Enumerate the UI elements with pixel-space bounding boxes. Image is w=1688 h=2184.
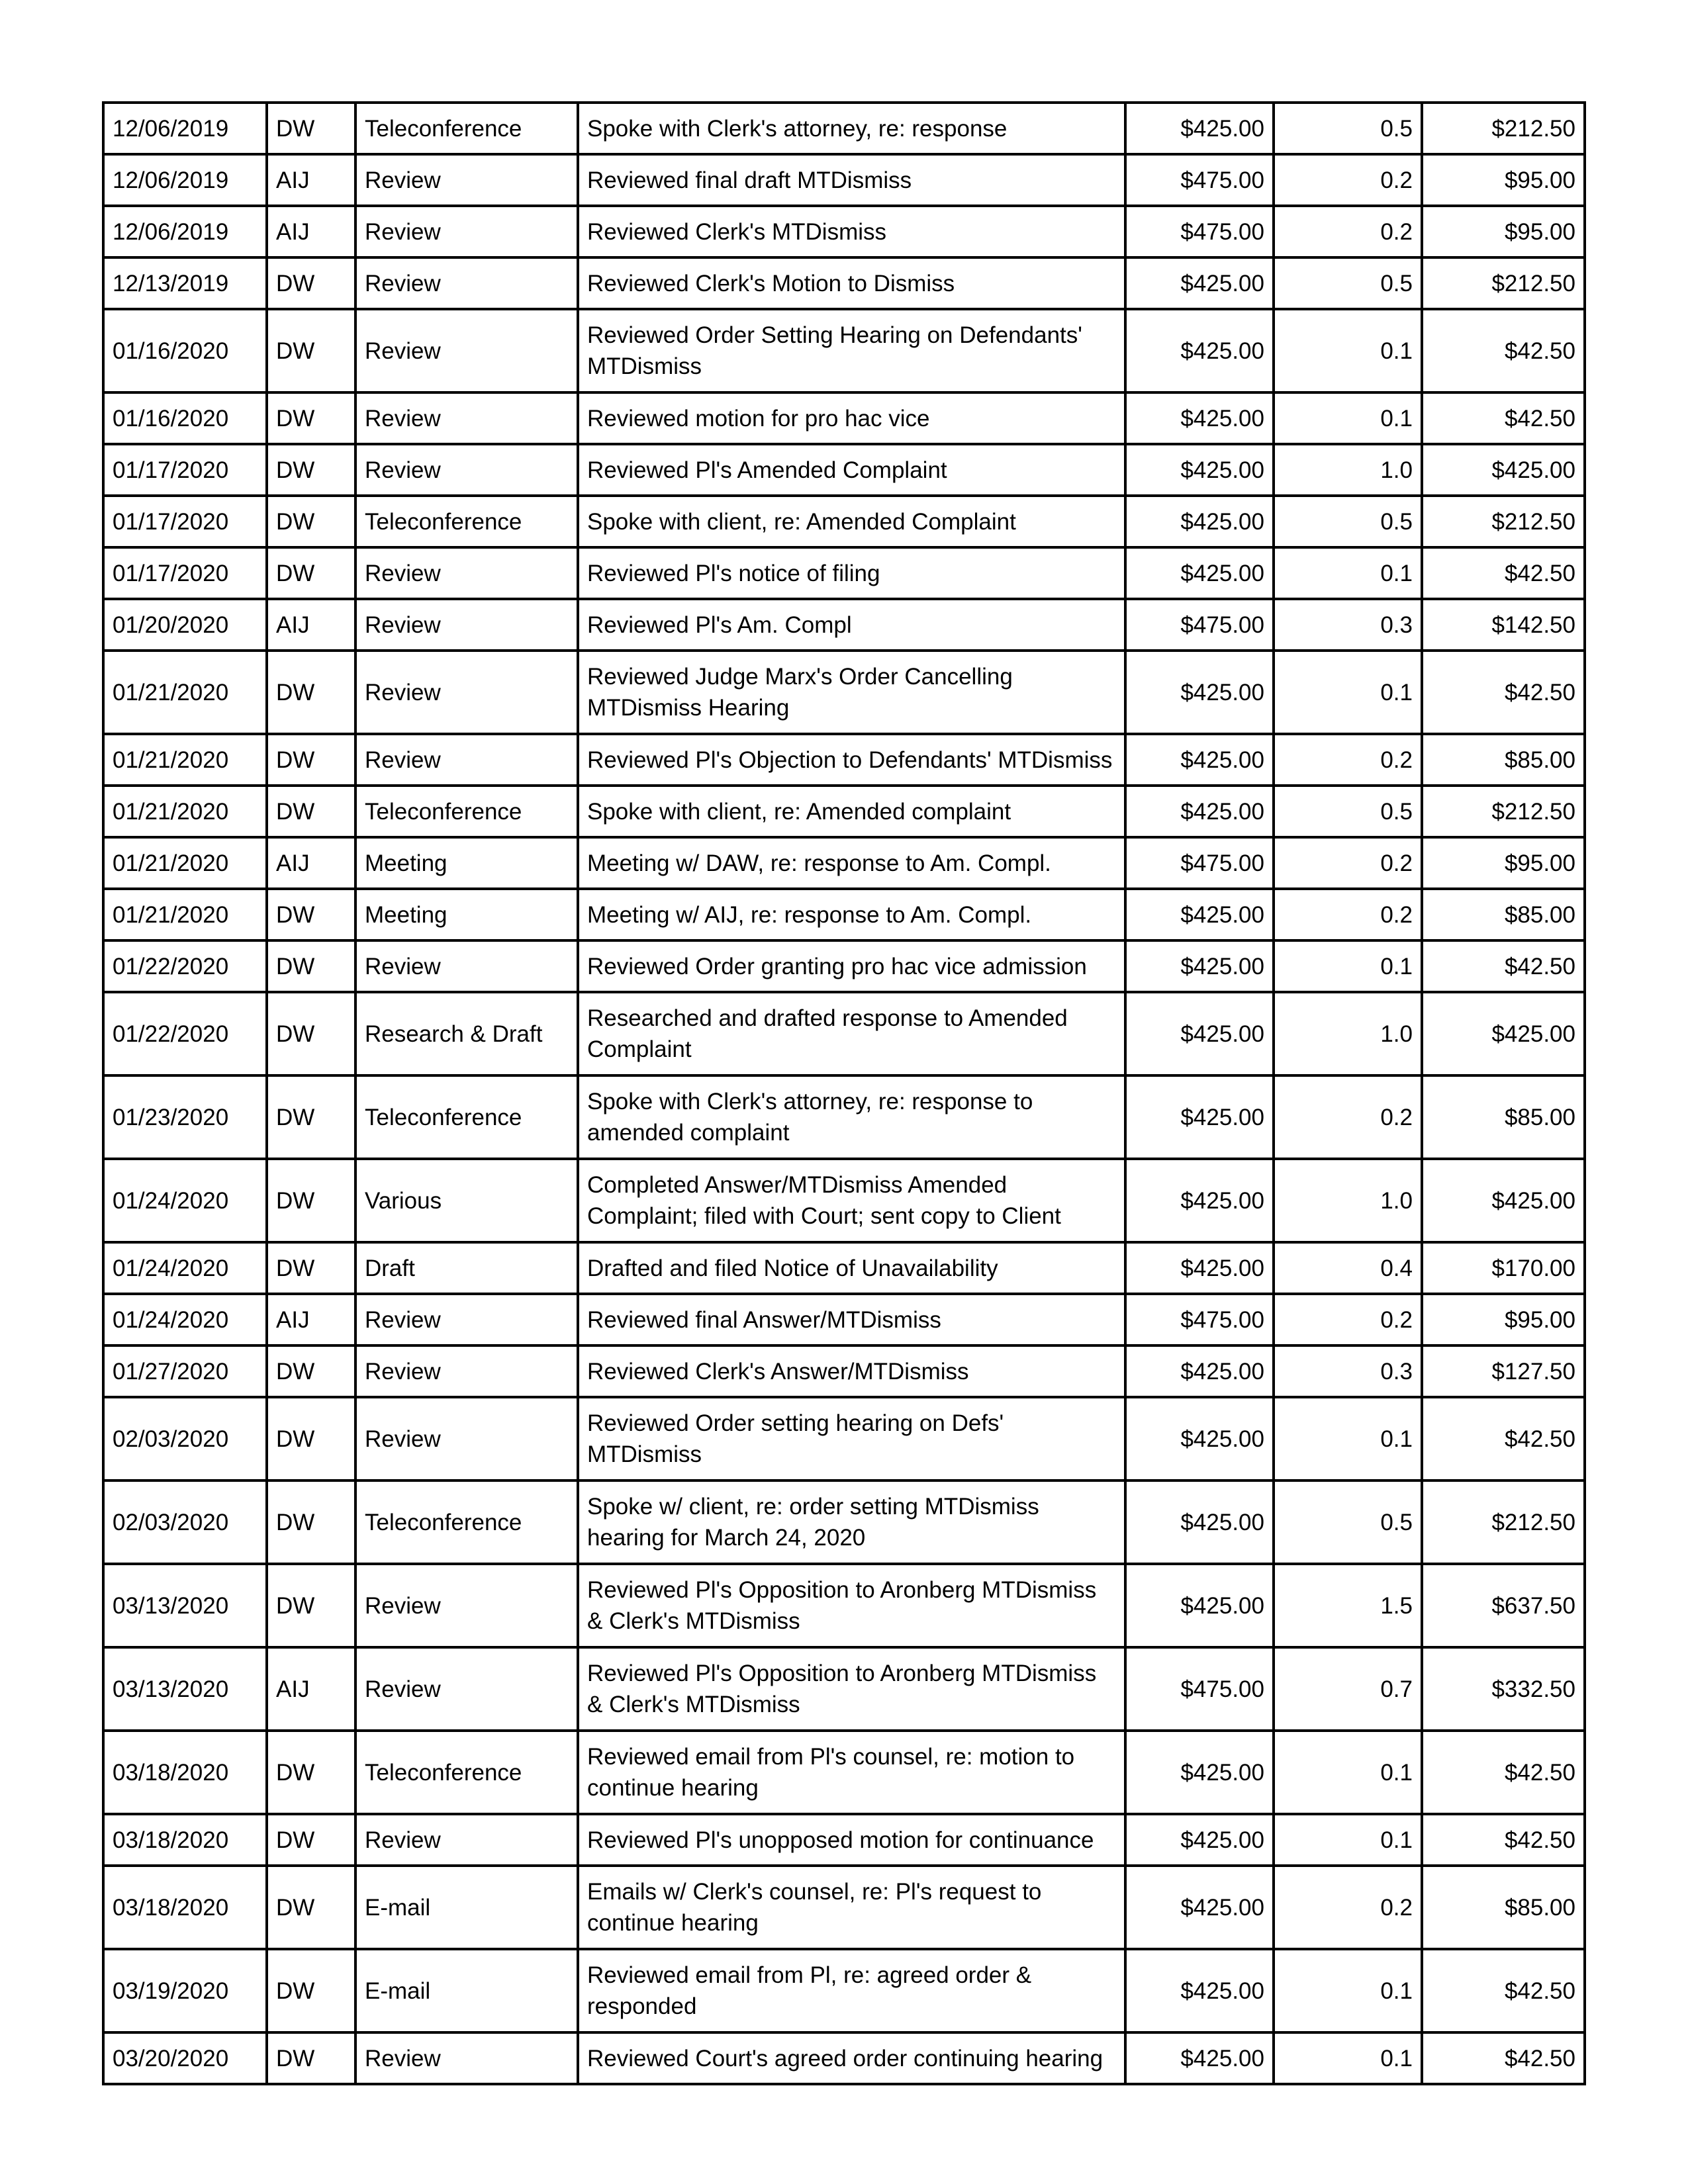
table-row (103, 2032, 1585, 2084)
entry-hours: 0.7 (1274, 1647, 1422, 1731)
entry-amount: $170.00 (1422, 1242, 1585, 1294)
entry-timekeeper: DW (267, 1159, 355, 1242)
entry-rate: $475.00 (1125, 599, 1274, 651)
entry-category: Review (355, 309, 578, 392)
entry-hours: 0.1 (1274, 1397, 1422, 1480)
entry-amount: $42.50 (1422, 1949, 1585, 2032)
entry-timekeeper: DW (267, 1075, 355, 1159)
entry-hours: 0.1 (1274, 1949, 1422, 2032)
entry-rate: $475.00 (1125, 1647, 1274, 1731)
entry-hours: 0.3 (1274, 1345, 1422, 1397)
entry-date: 03/18/2020 (103, 1814, 267, 1866)
table-row (103, 1294, 1585, 1345)
entry-timekeeper: DW (267, 496, 355, 547)
table-row (103, 940, 1585, 992)
table-row (103, 547, 1585, 599)
entry-category: Review (355, 1814, 578, 1866)
entry-amount: $212.50 (1422, 257, 1585, 309)
table-row (103, 1866, 1585, 1949)
entry-date: 01/23/2020 (103, 1075, 267, 1159)
table-row (103, 1242, 1585, 1294)
entry-date: 03/18/2020 (103, 1731, 267, 1814)
entry-description: Reviewed Pl's notice of filing (578, 547, 1125, 599)
entry-date: 12/13/2019 (103, 257, 267, 309)
entry-timekeeper: DW (267, 309, 355, 392)
entry-amount: $42.50 (1422, 1397, 1585, 1480)
table-row (103, 309, 1585, 392)
entry-description: Reviewed Clerk's Motion to Dismiss (578, 257, 1125, 309)
entry-description: Researched and drafted response to Amended Complaint (578, 992, 1125, 1075)
entry-date: 03/13/2020 (103, 1564, 267, 1647)
entry-date: 01/21/2020 (103, 837, 267, 889)
entry-date: 12/06/2019 (103, 103, 267, 154)
entry-category: Various (355, 1159, 578, 1242)
entry-description: Reviewed final draft MTDismiss (578, 154, 1125, 206)
entry-rate: $425.00 (1125, 1345, 1274, 1397)
entry-date: 03/19/2020 (103, 1949, 267, 2032)
entry-timekeeper: DW (267, 651, 355, 734)
entry-date: 01/17/2020 (103, 496, 267, 547)
entry-date: 03/13/2020 (103, 1647, 267, 1731)
entry-date: 01/20/2020 (103, 599, 267, 651)
entry-hours: 0.1 (1274, 1814, 1422, 1866)
entry-rate: $425.00 (1125, 889, 1274, 940)
entry-rate: $425.00 (1125, 1075, 1274, 1159)
entry-category: Review (355, 940, 578, 992)
entry-description: Reviewed Pl's Opposition to Aronberg MTDismiss & Clerk's MTDismiss (578, 1564, 1125, 1647)
entry-description: Reviewed motion for pro hac vice (578, 392, 1125, 444)
entry-timekeeper: DW (267, 889, 355, 940)
entry-timekeeper: DW (267, 1345, 355, 1397)
entry-date: 12/06/2019 (103, 154, 267, 206)
table-row (103, 103, 1585, 154)
table-row (103, 257, 1585, 309)
entry-hours: 0.1 (1274, 309, 1422, 392)
entry-amount: $85.00 (1422, 734, 1585, 786)
entry-amount: $142.50 (1422, 599, 1585, 651)
entry-amount: $425.00 (1422, 1159, 1585, 1242)
entry-rate: $425.00 (1125, 309, 1274, 392)
table-row (103, 734, 1585, 786)
table-row (103, 992, 1585, 1075)
entry-description: Drafted and filed Notice of Unavailability (578, 1242, 1125, 1294)
table-row (103, 496, 1585, 547)
table-row (103, 154, 1585, 206)
entry-date: 01/17/2020 (103, 444, 267, 496)
entry-date: 03/18/2020 (103, 1866, 267, 1949)
entry-description: Spoke w/ client, re: order setting MTDismiss hearing for March 24, 2020 (578, 1480, 1125, 1564)
entry-description: Meeting w/ DAW, re: response to Am. Compl. (578, 837, 1125, 889)
table-row (103, 786, 1585, 837)
entry-description: Spoke with client, re: Amended Complaint (578, 496, 1125, 547)
entry-date: 02/03/2020 (103, 1397, 267, 1480)
entry-timekeeper: DW (267, 1564, 355, 1647)
entry-category: Review (355, 392, 578, 444)
entry-rate: $425.00 (1125, 547, 1274, 599)
entry-amount: $212.50 (1422, 1480, 1585, 1564)
entry-category: Research & Draft (355, 992, 578, 1075)
entry-hours: 1.5 (1274, 1564, 1422, 1647)
entry-description: Reviewed Order granting pro hac vice admission (578, 940, 1125, 992)
entry-hours: 0.1 (1274, 2032, 1422, 2084)
entry-amount: $95.00 (1422, 154, 1585, 206)
entry-hours: 0.2 (1274, 1866, 1422, 1949)
entry-rate: $425.00 (1125, 734, 1274, 786)
entry-category: Review (355, 1564, 578, 1647)
entry-amount: $212.50 (1422, 496, 1585, 547)
entry-description: Meeting w/ AIJ, re: response to Am. Compl. (578, 889, 1125, 940)
entry-timekeeper: DW (267, 992, 355, 1075)
entry-hours: 1.0 (1274, 444, 1422, 496)
entry-hours: 0.2 (1274, 889, 1422, 940)
entry-timekeeper: DW (267, 1949, 355, 2032)
entry-amount: $95.00 (1422, 1294, 1585, 1345)
entry-amount: $95.00 (1422, 837, 1585, 889)
entry-rate: $425.00 (1125, 1814, 1274, 1866)
entry-hours: 0.2 (1274, 1075, 1422, 1159)
entry-amount: $212.50 (1422, 786, 1585, 837)
entry-hours: 0.1 (1274, 651, 1422, 734)
entry-rate: $425.00 (1125, 392, 1274, 444)
entry-category: Teleconference (355, 1731, 578, 1814)
entry-timekeeper: DW (267, 547, 355, 599)
entry-timekeeper: DW (267, 103, 355, 154)
entry-timekeeper: DW (267, 2032, 355, 2084)
entry-timekeeper: AIJ (267, 206, 355, 257)
entry-description: Spoke with Clerk's attorney, re: response (578, 103, 1125, 154)
entry-date: 01/24/2020 (103, 1242, 267, 1294)
entry-description: Reviewed Order Setting Hearing on Defendants' MTDismiss (578, 309, 1125, 392)
entry-date: 01/24/2020 (103, 1294, 267, 1345)
entry-amount: $42.50 (1422, 1814, 1585, 1866)
entry-category: Review (355, 206, 578, 257)
entry-amount: $425.00 (1422, 444, 1585, 496)
entry-date: 01/27/2020 (103, 1345, 267, 1397)
table-row (103, 599, 1585, 651)
entry-amount: $127.50 (1422, 1345, 1585, 1397)
table-row (103, 1647, 1585, 1731)
entry-description: Emails w/ Clerk's counsel, re: Pl's request to continue hearing (578, 1866, 1125, 1949)
entry-date: 01/22/2020 (103, 940, 267, 992)
entry-timekeeper: DW (267, 734, 355, 786)
entry-date: 01/21/2020 (103, 734, 267, 786)
entry-hours: 0.2 (1274, 1294, 1422, 1345)
entry-amount: $42.50 (1422, 651, 1585, 734)
table-row (103, 1564, 1585, 1647)
entry-rate: $425.00 (1125, 1731, 1274, 1814)
entry-timekeeper: DW (267, 257, 355, 309)
entry-description: Spoke with Clerk's attorney, re: response to amended complaint (578, 1075, 1125, 1159)
entry-amount: $42.50 (1422, 309, 1585, 392)
billing-entries-table (102, 101, 1586, 2085)
entry-category: Teleconference (355, 786, 578, 837)
entry-amount: $95.00 (1422, 206, 1585, 257)
entry-rate: $425.00 (1125, 1866, 1274, 1949)
entry-description: Spoke with client, re: Amended complaint (578, 786, 1125, 837)
entry-date: 01/21/2020 (103, 651, 267, 734)
entry-date: 01/21/2020 (103, 889, 267, 940)
entry-timekeeper: DW (267, 1814, 355, 1866)
entry-amount: $85.00 (1422, 1075, 1585, 1159)
entry-timekeeper: DW (267, 1242, 355, 1294)
entry-category: Review (355, 1294, 578, 1345)
entry-amount: $42.50 (1422, 2032, 1585, 2084)
entry-rate: $425.00 (1125, 2032, 1274, 2084)
table-row (103, 1814, 1585, 1866)
entry-timekeeper: DW (267, 392, 355, 444)
entry-rate: $425.00 (1125, 940, 1274, 992)
entry-rate: $475.00 (1125, 1294, 1274, 1345)
entry-date: 01/22/2020 (103, 992, 267, 1075)
entry-hours: 0.5 (1274, 1480, 1422, 1564)
entry-date: 03/20/2020 (103, 2032, 267, 2084)
table-row (103, 1075, 1585, 1159)
entry-amount: $42.50 (1422, 547, 1585, 599)
table-row (103, 1397, 1585, 1480)
entry-timekeeper: AIJ (267, 1647, 355, 1731)
entry-amount: $85.00 (1422, 889, 1585, 940)
table-row (103, 889, 1585, 940)
entry-description: Reviewed Pl's unopposed motion for continuance (578, 1814, 1125, 1866)
entry-hours: 0.1 (1274, 940, 1422, 992)
entry-rate: $425.00 (1125, 786, 1274, 837)
entry-category: Review (355, 2032, 578, 2084)
entry-hours: 0.1 (1274, 547, 1422, 599)
entry-rate: $425.00 (1125, 1159, 1274, 1242)
entry-timekeeper: AIJ (267, 837, 355, 889)
entry-rate: $425.00 (1125, 1242, 1274, 1294)
entry-rate: $425.00 (1125, 1949, 1274, 2032)
entry-timekeeper: DW (267, 1731, 355, 1814)
table-row (103, 837, 1585, 889)
entry-description: Reviewed Pl's Opposition to Aronberg MTDismiss & Clerk's MTDismiss (578, 1647, 1125, 1731)
entry-date: 01/21/2020 (103, 786, 267, 837)
entry-description: Reviewed Court's agreed order continuing hearing (578, 2032, 1125, 2084)
entry-category: Review (355, 154, 578, 206)
entry-category: Review (355, 1397, 578, 1480)
entry-rate: $425.00 (1125, 992, 1274, 1075)
entry-category: Review (355, 734, 578, 786)
entry-amount: $42.50 (1422, 940, 1585, 992)
entry-description: Reviewed email from Pl's counsel, re: motion to continue hearing (578, 1731, 1125, 1814)
entry-rate: $475.00 (1125, 837, 1274, 889)
entry-hours: 0.3 (1274, 599, 1422, 651)
entry-date: 01/16/2020 (103, 309, 267, 392)
entry-amount: $637.50 (1422, 1564, 1585, 1647)
table-row (103, 1345, 1585, 1397)
table-row (103, 651, 1585, 734)
entry-timekeeper: AIJ (267, 599, 355, 651)
entry-rate: $425.00 (1125, 1480, 1274, 1564)
entry-rate: $425.00 (1125, 444, 1274, 496)
entry-description: Reviewed Order setting hearing on Defs' MTDismiss (578, 1397, 1125, 1480)
table-row (103, 444, 1585, 496)
entry-hours: 0.1 (1274, 1731, 1422, 1814)
entry-description: Reviewed Pl's Amended Complaint (578, 444, 1125, 496)
entry-hours: 1.0 (1274, 992, 1422, 1075)
entry-description: Reviewed Pl's Objection to Defendants' MTDismiss (578, 734, 1125, 786)
entry-description: Reviewed Pl's Am. Compl (578, 599, 1125, 651)
entry-hours: 0.5 (1274, 496, 1422, 547)
entry-hours: 0.2 (1274, 154, 1422, 206)
table-row (103, 1731, 1585, 1814)
table-row (103, 1159, 1585, 1242)
entry-category: Review (355, 599, 578, 651)
entry-category: Teleconference (355, 1480, 578, 1564)
entry-category: Meeting (355, 889, 578, 940)
entry-rate: $475.00 (1125, 154, 1274, 206)
entry-category: Review (355, 257, 578, 309)
entry-date: 01/16/2020 (103, 392, 267, 444)
entry-timekeeper: DW (267, 1866, 355, 1949)
table-row (103, 1949, 1585, 2032)
table-row (103, 206, 1585, 257)
entry-amount: $42.50 (1422, 1731, 1585, 1814)
entry-category: Teleconference (355, 1075, 578, 1159)
entry-timekeeper: DW (267, 1397, 355, 1480)
entry-date: 02/03/2020 (103, 1480, 267, 1564)
entry-category: Review (355, 444, 578, 496)
entry-category: Review (355, 1345, 578, 1397)
entry-rate: $425.00 (1125, 1397, 1274, 1480)
entry-description: Reviewed Judge Marx's Order Cancelling MTDismiss Hearing (578, 651, 1125, 734)
entry-date: 01/24/2020 (103, 1159, 267, 1242)
entry-category: E-mail (355, 1949, 578, 2032)
entry-category: E-mail (355, 1866, 578, 1949)
entry-category: Review (355, 547, 578, 599)
entry-hours: 0.2 (1274, 837, 1422, 889)
entry-rate: $425.00 (1125, 496, 1274, 547)
entry-timekeeper: DW (267, 444, 355, 496)
entry-rate: $425.00 (1125, 1564, 1274, 1647)
entry-description: Reviewed Clerk's MTDismiss (578, 206, 1125, 257)
entry-amount: $425.00 (1422, 992, 1585, 1075)
entry-description: Reviewed email from Pl, re: agreed order & responded (578, 1949, 1125, 2032)
entry-rate: $425.00 (1125, 651, 1274, 734)
entry-description: Reviewed Clerk's Answer/MTDismiss (578, 1345, 1125, 1397)
entry-date: 01/17/2020 (103, 547, 267, 599)
entry-hours: 0.5 (1274, 786, 1422, 837)
entry-hours: 0.2 (1274, 206, 1422, 257)
entry-rate: $425.00 (1125, 257, 1274, 309)
entry-date: 12/06/2019 (103, 206, 267, 257)
entry-amount: $332.50 (1422, 1647, 1585, 1731)
table-row (103, 1480, 1585, 1564)
entry-category: Review (355, 651, 578, 734)
entry-rate: $425.00 (1125, 103, 1274, 154)
entry-category: Meeting (355, 837, 578, 889)
entry-hours: 1.0 (1274, 1159, 1422, 1242)
entry-category: Teleconference (355, 496, 578, 547)
entry-amount: $42.50 (1422, 392, 1585, 444)
entry-hours: 0.5 (1274, 257, 1422, 309)
entry-timekeeper: AIJ (267, 154, 355, 206)
entry-category: Teleconference (355, 103, 578, 154)
entry-description: Completed Answer/MTDismiss Amended Complaint; filed with Court; sent copy to Client (578, 1159, 1125, 1242)
entry-amount: $85.00 (1422, 1866, 1585, 1949)
entry-category: Draft (355, 1242, 578, 1294)
entry-timekeeper: AIJ (267, 1294, 355, 1345)
entry-amount: $212.50 (1422, 103, 1585, 154)
entry-rate: $475.00 (1125, 206, 1274, 257)
entry-hours: 0.4 (1274, 1242, 1422, 1294)
entry-timekeeper: DW (267, 786, 355, 837)
entry-hours: 0.2 (1274, 734, 1422, 786)
entry-description: Reviewed final Answer/MTDismiss (578, 1294, 1125, 1345)
entry-hours: 0.1 (1274, 392, 1422, 444)
table-row (103, 392, 1585, 444)
entry-hours: 0.5 (1274, 103, 1422, 154)
entry-category: Review (355, 1647, 578, 1731)
entry-timekeeper: DW (267, 940, 355, 992)
entry-timekeeper: DW (267, 1480, 355, 1564)
